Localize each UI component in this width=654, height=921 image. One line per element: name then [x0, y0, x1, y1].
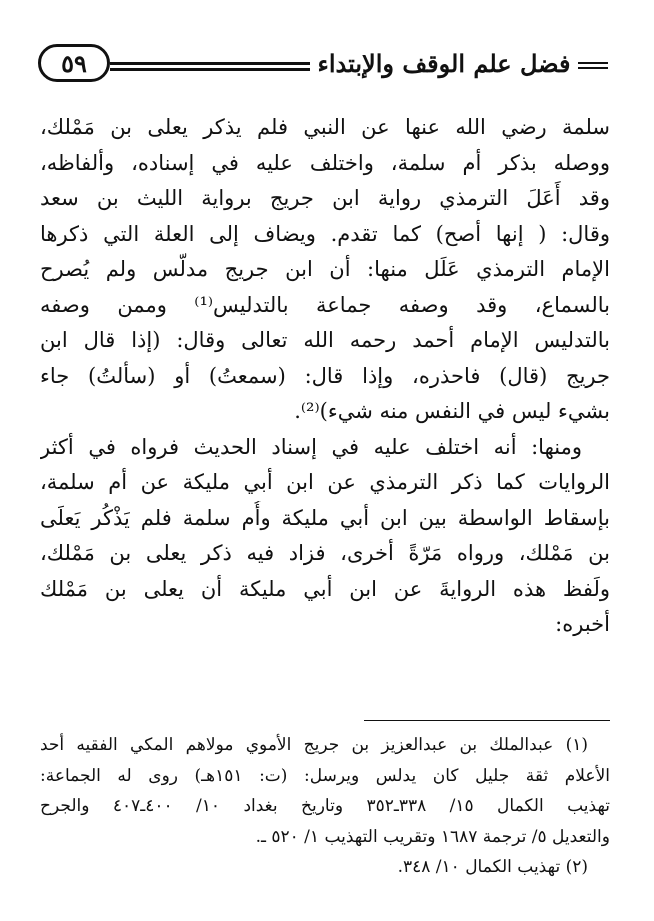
text-line: وقد أَعَلَ الترمذي رواية ابن جريج برواية الليث بن سعد [40, 186, 610, 210]
text-line: وقال: ( إنها أصح) كما تقدم. ويضاف إلى العلة التي ذكرها [40, 221, 610, 246]
text-line: جريج (قال) فاحذره، وإذا قال: (سمعتُ) أو (سألتُ) جاء [40, 363, 610, 388]
text-line: سلمة رضي الله عنها عن النبي فلم يذكر يعلى بن مَمْلك، [40, 115, 610, 139]
footnotes [40, 730, 610, 883]
text-line: ولَفظ هذه الروايةَ عن ابن أبي مليكة أن يعلى بن مَمْلك [40, 576, 610, 601]
footnote-line: الأعلام ثقة جليل كان يدلس ويرسل: (ت: ١٥١هـ) روى له الجماعة: [40, 765, 610, 786]
main-text [40, 110, 610, 643]
footnote-separator [364, 720, 610, 721]
text-line: الإمام الترمذي عَلَل منها: أن ابن جريج مدلّس ولم يُصرح [40, 257, 610, 281]
footnote-line: (٢) تهذيب الكمال ١٠/ ٣٤٨. [397, 857, 588, 877]
header-rule-short [578, 62, 608, 69]
footnote-line: (١) عبدالملك بن عبدالعزيز بن جريج الأموي مولاهم المكي الفقيه أحد [40, 735, 588, 755]
page-header [38, 38, 608, 90]
text-line: بإسقاط الواسطة بين ابن أبي مليكة وأُم سلمة فلم يَذْكُر يَعلَى [40, 505, 610, 530]
text-line: بشيء ليس في النفس منه شيء)⁽²⁾. [294, 399, 610, 423]
footnote-line: تهذيب الكمال ١٥/ ٣٣٨ـ٣٥٢ وتاريخ بغداد ١٠/ ٤٠٠ـ٤٠٧ والجرح [40, 796, 610, 816]
text-line: ومنها: أنه اختلف عليه في إسناد الحديث فرواه في أكثر [40, 434, 582, 459]
running-title: فضل علم الوقف والإبتداء [317, 49, 571, 78]
text-line: أخبره: [555, 612, 610, 636]
footnote-line: والتعديل ٥/ ترجمة ١٦٨٧ وتقريب التهذيب ١/ ٥٢٠ ـ. [255, 826, 610, 847]
text-line: ووصله بذكر أم سلمة، واختلف عليه في إسناده، وألفاظه، [40, 150, 610, 175]
text-line: بن مَمْلك، ورواه مَرّةً أخرى، فزاد فيه ذكر يعلى بن مَمْلك، [40, 541, 610, 565]
text-line: بالتدليس الإمام أحمد رحمه الله تعالى وقال: (إذا قال ابن [40, 328, 610, 352]
text-line: بالسماع، وقد وصفه جماعة بالتدليس⁽¹⁾ وممن وصفه [40, 292, 610, 317]
header-rule-long [110, 62, 310, 71]
page-number-badge: ٥٩ [38, 44, 110, 82]
text-line: الروايات كما ذكر الترمذي عن ابن أبي مليكة عن أم سلمة، [40, 470, 610, 494]
